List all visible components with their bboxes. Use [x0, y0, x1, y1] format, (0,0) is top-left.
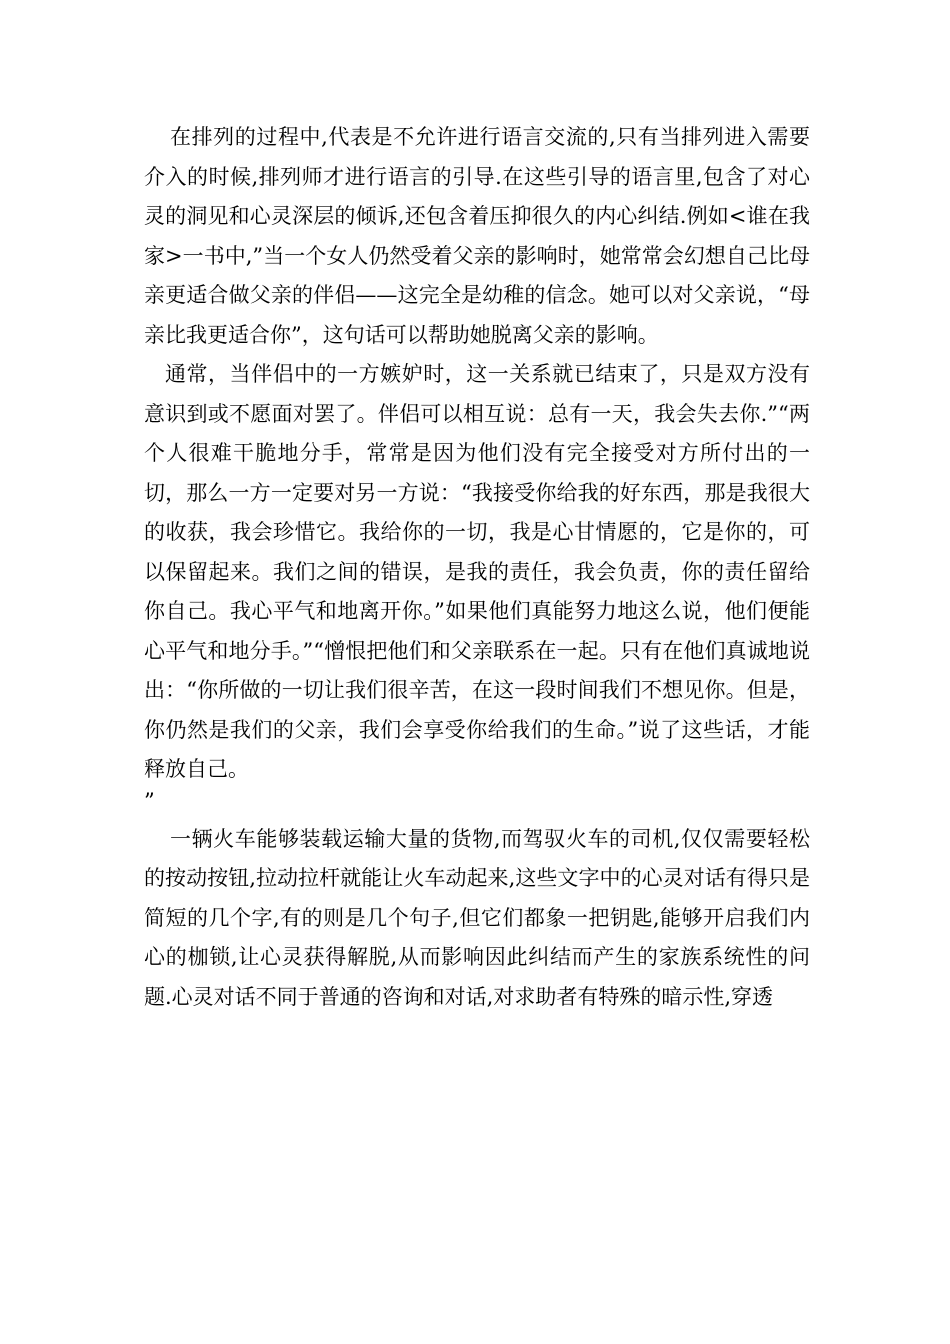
paragraph-2: 通常，当伴侣中的一方嫉妒时，这一关系就已结束了，只是双方没有意识到或不愿面对罢了。伴侣可以相互说：总有一天，我会失去你.”“两个人很难干脆地分手，常常是因为他们没有完全接受对方所付出的一切，那么一方一定要对另一方说：“我接受你给我的好东西，那是我很大的收获，我会珍惜它。我给你的一切，我是心甘情愿的，它是你的，可以保留起来。我们之间的错误，是我的责任，我会负责，你的责任留给你自己。我心平气和地离开你。”如果他们真能努力地这么说，他们便能心平气和地分手。”“憎恨把他们和父亲联系在一起。只有在他们真诚地说出：“你所做的一切让我们很辛苦，在这一段时间我们不想见你。但是，你仍然是我们的父亲，我们会享受你给我们的生命。”说了这些话，才能释放自己。 [144, 362, 810, 781]
paragraph-1: 在排列的过程中,代表是不允许进行语言交流的,只有当排列进入需要介入的时候,排列师才进行语言的引导.在这些引导的语言里,包含了对心灵的洞见和心灵深层的倾诉,还包含着压抑很久的内心纠结.例如<谁在我家>一书中,”当一个女人仍然受着父亲的影响时，她常常会幻想自己比母亲更适合做父亲的伴侣——这完全是幼稚的信念。她可以对父亲说，“母亲比我更适合你”，这句话可以帮助她脱离父亲的影响。 [144, 125, 810, 347]
closing-quote-mark: ” [144, 788, 155, 813]
paragraph-3: 一辆火车能够装载运输大量的货物,而驾驭火车的司机,仅仅需要轻松的按动按钮,拉动拉杆就能让火车动起来,这些文字中的心灵对话有得只是简短的几个字,有的则是几个句子,但它们都象一把钥匙,能够开启我们内心的枷锁,让心灵获得解脱,从而影响因此纠结而产生的家族系统性的问题.心灵对话不同于普通的咨询和对话,对求助者有特殊的暗示性,穿透 [144, 826, 810, 1009]
document-body [144, 118, 810, 1017]
